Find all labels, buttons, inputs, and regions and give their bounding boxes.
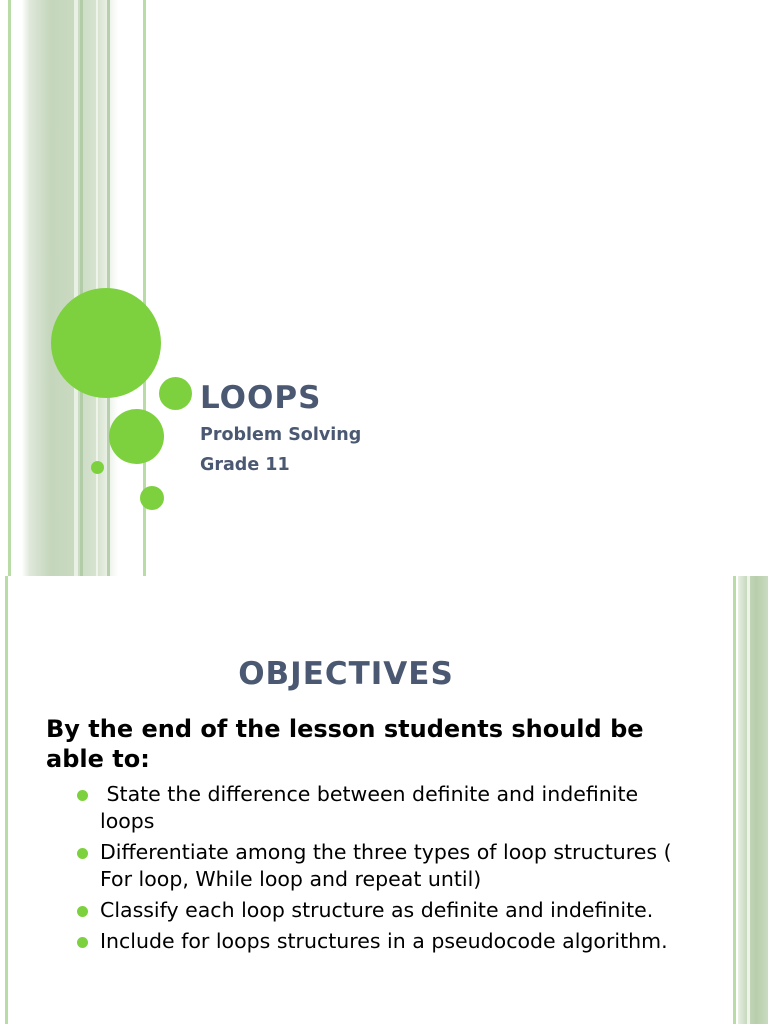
decorative-stripe [5, 576, 8, 1024]
objectives-intro: By the end of the lesson students should be able to: [46, 715, 644, 773]
list-item [75, 839, 675, 893]
decorative-stripe [733, 576, 736, 1024]
bullet-text: Differentiate among the three types of loop structures ( For loop, While loop and repeat until) [100, 840, 672, 891]
bullet-dot-icon [77, 848, 88, 859]
bullet-text: State the difference between definite and indefinite loops [100, 782, 645, 833]
bullet-dot-icon [77, 790, 88, 801]
decorative-circle-tiny [91, 461, 104, 474]
decorative-stripe [747, 576, 750, 1024]
list-item [75, 897, 675, 924]
bullet-text: Classify each loop structure as definite and indefinite. [100, 898, 654, 922]
objectives-list [75, 781, 675, 959]
decorative-stripe [80, 0, 83, 576]
bullet-dot-icon [77, 906, 88, 917]
slide-title: LOOPS [200, 380, 322, 416]
objectives-slide [0, 576, 768, 1024]
decorative-band [738, 576, 768, 1024]
decorative-circle-small [140, 486, 164, 510]
decorative-circle-small [159, 377, 192, 410]
list-item [75, 928, 675, 955]
bullet-dot-icon [77, 937, 88, 948]
slide-subtitle: Problem Solving [200, 425, 362, 445]
decorative-stripe [74, 0, 78, 576]
decorative-circle-medium [109, 409, 164, 464]
decorative-circle-large [51, 288, 161, 398]
list-item [75, 781, 675, 835]
slide-grade: Grade 11 [200, 455, 290, 475]
objectives-heading: OBJECTIVES [238, 656, 454, 692]
bullet-text: Include for loops structures in a pseudocode algorithm. [100, 929, 668, 953]
decorative-stripe [8, 0, 11, 576]
